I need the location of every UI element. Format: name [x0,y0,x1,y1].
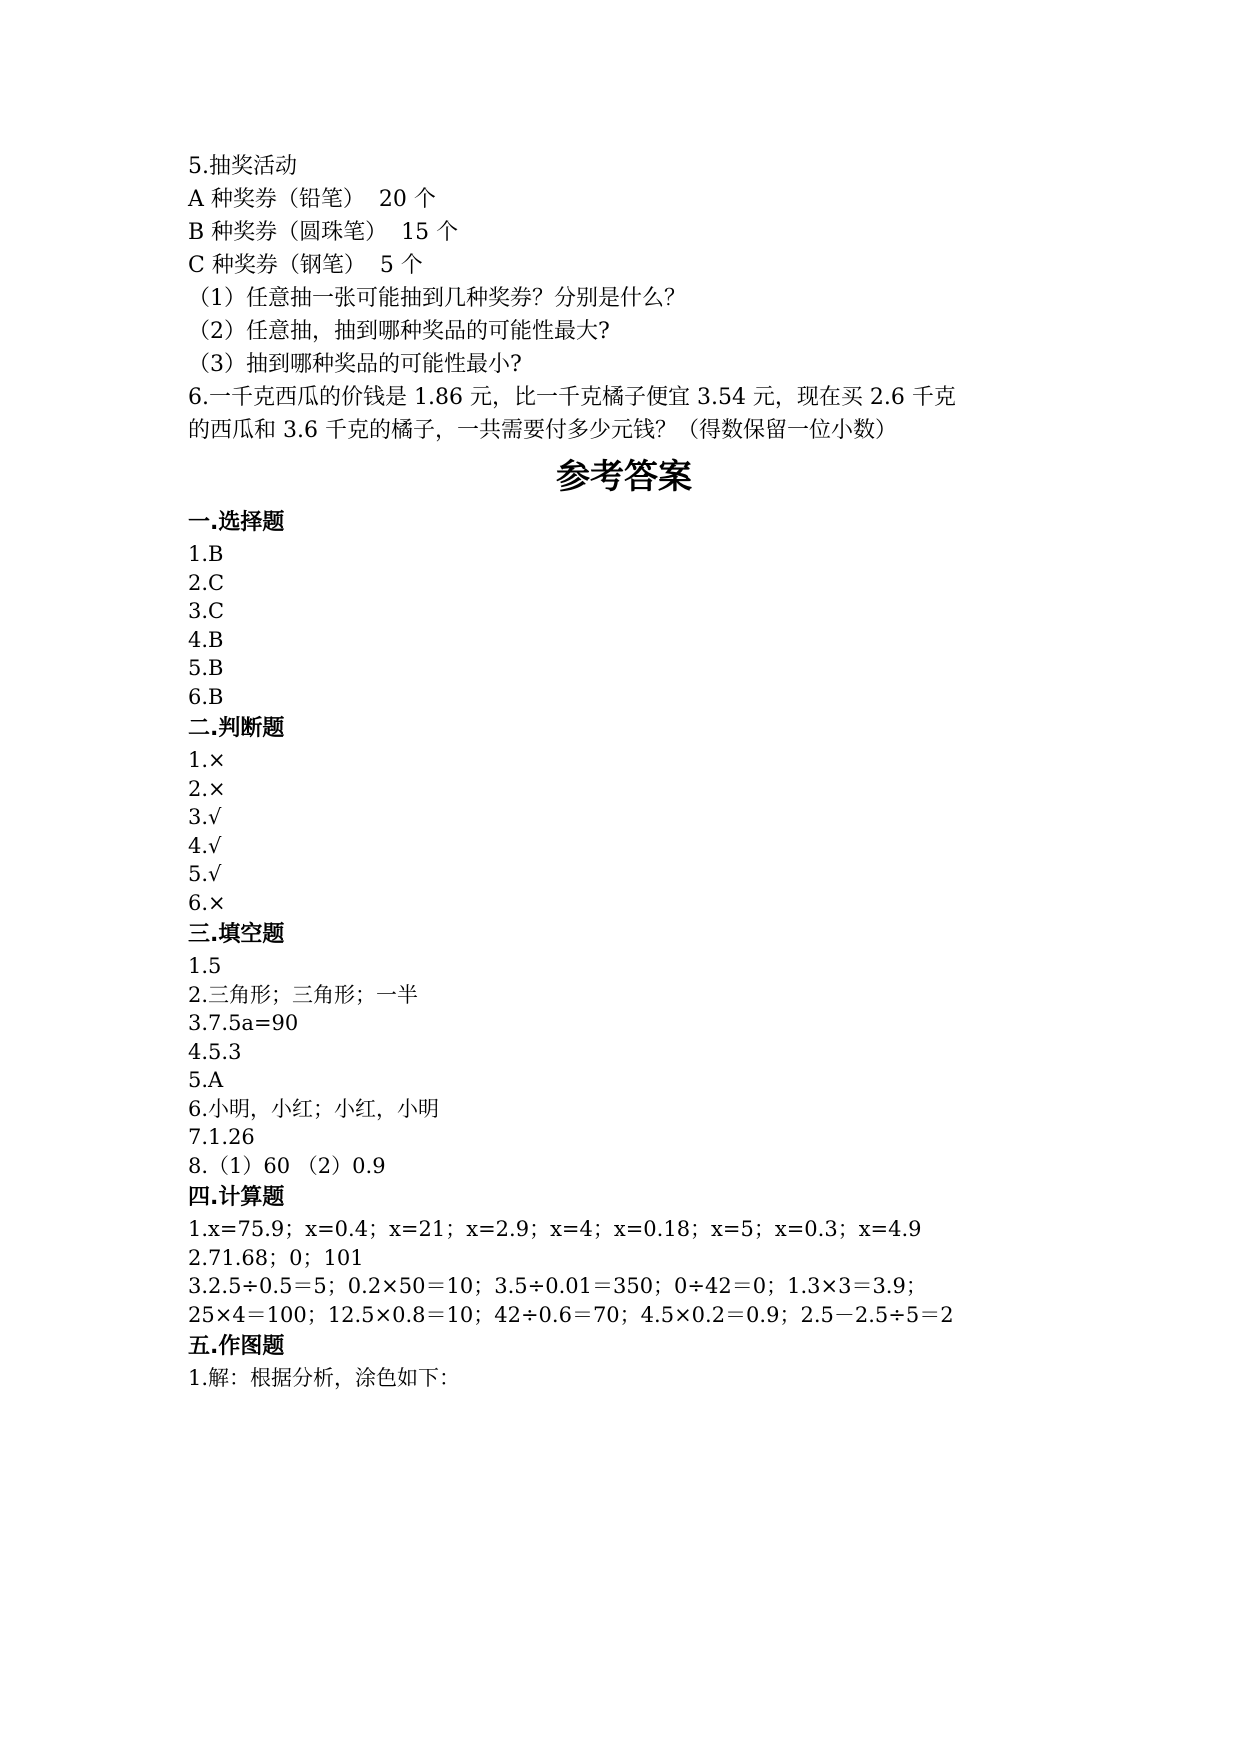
question-5-subquestion: （1）任意抽一张可能抽到几种奖券？分别是什么？ [188,286,686,311]
question-6 [188,381,1068,447]
answer-item: 5.B [188,656,224,680]
answer-section-fill-blank [188,917,1068,1180]
answer-item: 8.（1）60 （2）0.9 [188,1153,386,1178]
question-6-line: 的西瓜和 3.6 千克的橘子，一共需要付多少元钱？（得数保留一位小数） [188,418,897,443]
section-heading: 五.作图题 [188,1334,285,1359]
answer-item: 1.B [188,542,224,566]
section-heading: 四.计算题 [188,1185,285,1210]
question-5-line: A 种奖券（铅笔） 20 个 [188,187,436,212]
answer-item: 5.√ [188,862,222,886]
answer-section-calculation [188,1180,1068,1329]
answer-item: 7.1.26 [188,1125,255,1149]
answer-section-choice [188,505,1068,711]
answer-item: 5.A [188,1068,224,1092]
answer-item: 2.三角形；三角形；一半 [188,982,419,1007]
answer-item: 1.× [188,748,226,772]
answer-item: 4.B [188,627,224,652]
answer-item: 4.√ [188,833,222,858]
answer-item: 25×4＝100；12.5×0.8＝10；42÷0.6＝70；4.5×0.2＝0.9；2.5－2.5÷5＝2 [188,1302,954,1327]
answer-section-judgement [188,711,1068,917]
answer-item: 6.小明，小红；小红，小明 [188,1096,440,1121]
question-5-title: 5.抽奖活动 [188,154,297,179]
question-5-subquestion: （2）任意抽，抽到哪种奖品的可能性最大? [188,319,610,344]
section-heading: 三.填空题 [188,922,285,947]
answer-item: 6.B [188,684,224,709]
question-5 [188,150,1068,381]
question-6-line: 6.一千克西瓜的价钱是 1.86 元，比一千克橘子便宜 3.54 元，现在买 2.6 千克 [188,385,956,410]
answer-item: 3.C [188,599,225,623]
answer-item: 3.2.5÷0.5＝5；0.2×50＝10；3.5÷0.01＝350；0÷42＝0；1.3×3＝3.9； [188,1274,927,1298]
question-5-line: B 种奖券（圆珠笔） 15 个 [188,220,459,245]
document-content [188,150,1068,1393]
answer-item: 1.x=75.9；x=0.4；x=21；x=2.9；x=4；x=0.18；x=5；x=0.3；x=4.9 [188,1217,922,1241]
answer-item: 3.√ [188,805,222,829]
answer-item: 1.5 [188,954,222,978]
section-heading: 二.判断题 [188,716,285,741]
answer-item: 4.5.3 [188,1039,242,1064]
answer-item: 2.C [188,570,225,595]
answer-item: 2.71.68；0；101 [188,1245,364,1270]
question-5-subquestion: （3）抽到哪种奖品的可能性最小? [188,352,522,377]
question-5-line: C 种奖券（钢笔） 5 个 [188,253,423,278]
answer-item: 3.7.5a=90 [188,1011,299,1035]
answer-item: 1.解：根据分析，涂色如下： [188,1366,461,1390]
answer-key-title: 参考答案 [556,457,692,497]
answer-item: 6.× [188,890,226,915]
answer-item: 2.× [188,776,226,801]
answer-section-drawing [188,1329,1068,1393]
section-heading: 一.选择题 [188,510,285,535]
